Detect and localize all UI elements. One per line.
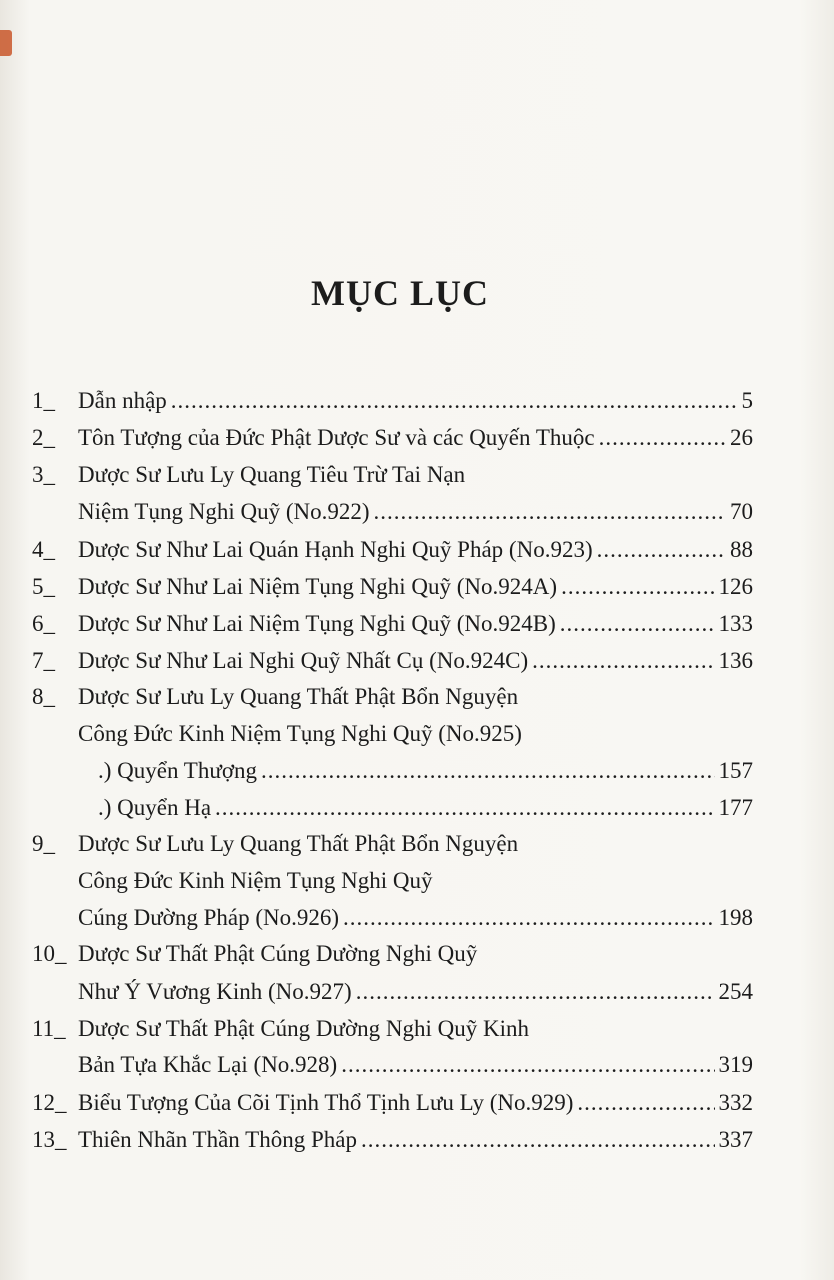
dot-leader <box>215 795 714 821</box>
toc-entry-line <box>78 462 753 494</box>
toc-entry-line <box>78 425 753 457</box>
page-title: MỤC LỤC <box>311 273 489 313</box>
toc-entry-title: Như Ý Vương Kinh (No.927) <box>78 979 352 1004</box>
toc-entry-title: Công Đức Kinh Niệm Tụng Nghi Quỹ <box>78 868 433 893</box>
toc-entry-number: 10_ <box>32 941 67 966</box>
toc-page-number: 157 <box>718 758 753 783</box>
toc-page-number: 5 <box>741 388 753 413</box>
toc-entry-title: Dược Sư Như Lai Niệm Tụng Nghi Quỹ (No.924B) <box>78 611 556 636</box>
dot-leader <box>560 611 715 637</box>
toc-entry-line <box>78 499 753 531</box>
toc-subentry-line <box>98 758 753 790</box>
toc-entry-title: Thiên Nhãn Thần Thông Pháp <box>78 1127 357 1152</box>
toc-entry-number: 5_ <box>32 574 55 599</box>
toc-subentry-line <box>98 795 753 827</box>
toc-entry-title: Dược Sư Thất Phật Cúng Dường Nghi Quỹ Kinh <box>78 1016 530 1041</box>
toc-entry-title: Dược Sư Như Lai Niệm Tụng Nghi Quỹ (No.924A) <box>78 574 558 599</box>
toc-entry-title: Dược Sư Như Lai Quán Hạnh Nghi Quỹ Pháp (No.923) <box>78 537 593 562</box>
toc-entry-line <box>78 1127 753 1159</box>
toc-entry-number: 13_ <box>32 1127 67 1152</box>
dot-leader <box>361 1127 715 1153</box>
toc-page-number: 337 <box>718 1127 753 1152</box>
toc-entry-title: Công Đức Kinh Niệm Tụng Nghi Quỹ (No.925) <box>78 721 522 746</box>
toc-entry-number: 1_ <box>32 388 55 413</box>
toc-entry-number: 4_ <box>32 537 55 562</box>
toc-entry-number: 6_ <box>32 611 55 636</box>
dot-leader <box>561 574 714 600</box>
toc-entry-title: Dược Sư Lưu Ly Quang Tiêu Trừ Tai Nạn <box>78 462 466 487</box>
toc-entry-line <box>78 684 753 716</box>
dot-leader <box>374 499 726 525</box>
toc-entry-line <box>78 574 753 606</box>
toc-subentry-title: .) Quyển Thượng <box>98 758 257 783</box>
toc-entry-line <box>78 941 753 973</box>
toc-entry-title: Dược Sư Như Lai Nghi Quỹ Nhất Cụ (No.924C) <box>78 648 529 673</box>
toc-entry-number: 8_ <box>32 684 55 709</box>
toc-entry-line <box>78 1090 753 1122</box>
toc-entry-line <box>78 537 753 569</box>
toc-page-number: 70 <box>730 499 753 524</box>
dot-leader <box>356 979 715 1005</box>
toc-entry-title: Bản Tựa Khắc Lại (No.928) <box>78 1052 338 1077</box>
toc-entry-number: 9_ <box>32 831 55 856</box>
toc-entry-line <box>78 831 753 863</box>
toc-entry-line <box>78 979 753 1011</box>
toc-page-number: 126 <box>718 574 753 599</box>
toc-entry-title: Dược Sư Thất Phật Cúng Dường Nghi Quỹ <box>78 941 478 966</box>
toc-entry-title: Cúng Dường Pháp (No.926) <box>78 905 340 930</box>
toc-entry-number: 11_ <box>32 1016 66 1041</box>
dot-leader <box>261 758 715 784</box>
toc-entry-title: Dẫn nhập <box>78 388 167 413</box>
toc-page-number: 177 <box>718 795 753 820</box>
toc-page-number: 26 <box>730 425 753 450</box>
toc-page-number: 319 <box>718 1052 753 1077</box>
toc-entry-number: 3_ <box>32 462 55 487</box>
toc-entry-line <box>78 611 753 643</box>
toc-entry-number: 12_ <box>32 1090 67 1115</box>
toc-subentry-title: .) Quyển Hạ <box>98 795 212 820</box>
toc-entry-line <box>78 1052 753 1084</box>
toc-entry-number: 7_ <box>32 648 55 673</box>
toc-entry-title: Niệm Tụng Nghi Quỹ (No.922) <box>78 499 370 524</box>
toc-entry-title: Tôn Tượng của Đức Phật Dược Sư và các Quyến Thuộc <box>78 425 595 450</box>
toc-page-number: 254 <box>718 979 753 1004</box>
toc-entry-number: 2_ <box>32 425 55 450</box>
toc-entry-line <box>78 721 753 753</box>
toc-page-number: 136 <box>718 648 753 673</box>
dot-leader <box>599 425 726 451</box>
toc-entry-line <box>78 868 753 900</box>
toc-page-number: 198 <box>718 905 753 930</box>
toc-entry-line <box>78 388 753 420</box>
dot-leader <box>343 905 714 931</box>
dot-leader <box>532 648 714 674</box>
toc-entry-title: Dược Sư Lưu Ly Quang Thất Phật Bổn Nguyện <box>78 684 519 709</box>
dot-leader <box>341 1052 714 1078</box>
dot-leader <box>597 537 726 563</box>
toc-entry-title: Dược Sư Lưu Ly Quang Thất Phật Bổn Nguyện <box>78 831 519 856</box>
toc-page-number: 332 <box>718 1090 753 1115</box>
toc-entry-line <box>78 905 753 937</box>
toc-entry-line <box>78 1016 753 1048</box>
dot-leader <box>577 1090 714 1116</box>
toc-page-number: 88 <box>730 537 753 562</box>
dot-leader <box>171 388 738 414</box>
toc-entry-line <box>78 648 753 680</box>
toc-entry-title: Biểu Tượng Của Cõi Tịnh Thổ Tịnh Lưu Ly (No.929) <box>78 1090 574 1115</box>
toc-page-number: 133 <box>718 611 753 636</box>
